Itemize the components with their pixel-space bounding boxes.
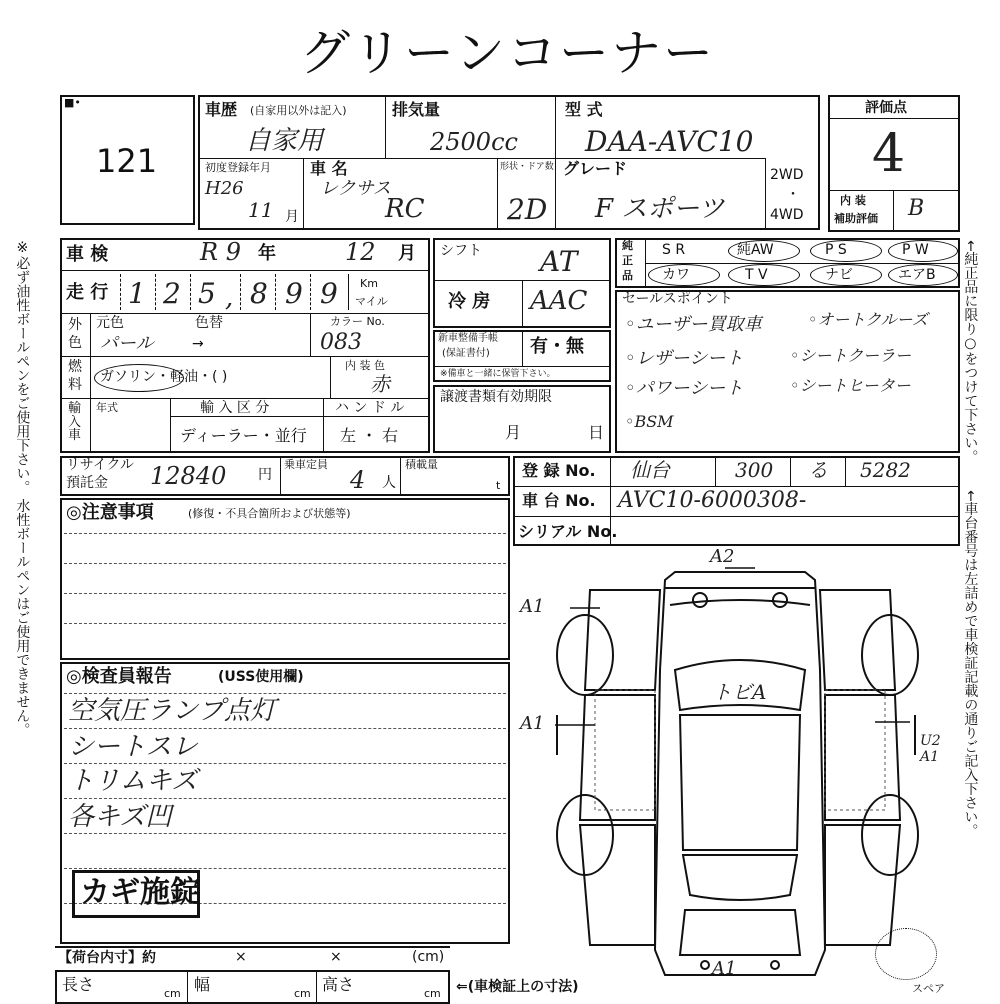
equipment-label-2: 正 — [622, 254, 633, 267]
shaken-label: 車 検 — [66, 244, 109, 265]
equip-pw: P W — [902, 242, 929, 258]
transfer-month: 月 — [505, 423, 522, 442]
inspector-sub: (USS使用欄) — [218, 669, 304, 685]
interior-color-value: 赤 — [370, 372, 390, 396]
serial-label: シリアル No. — [518, 522, 618, 541]
recycle-label-1: リサイクル — [66, 457, 135, 473]
maintenance-value: 有・無 — [530, 336, 584, 357]
diagram-mark-a1-front-left: A1 — [520, 596, 545, 617]
sales-point-6: ◦シートヒーター — [790, 376, 911, 395]
color-code-value: 083 — [320, 330, 362, 355]
cargo-width-unit: cm — [294, 987, 311, 1000]
interior-label-1: 内 装 — [840, 194, 866, 207]
sales-point-4: ◦シートクーラー — [790, 346, 912, 365]
color-code-label: カラー No. — [330, 315, 385, 328]
car-name-value-1: レクサス — [320, 178, 391, 199]
sales-point-2: ◦オートクルーズ — [808, 310, 928, 329]
capacity-unit: 人 — [382, 475, 396, 491]
notes-label: ◎注意事項 — [66, 502, 154, 523]
km-label: Km — [360, 277, 378, 290]
first-reg-era: H26 — [205, 178, 244, 199]
import-type-value: ディーラー・並行 — [180, 426, 307, 445]
doors-label: 形状・ドア数 — [500, 162, 554, 172]
lot-dots: ■• — [64, 96, 81, 109]
cargo-height-label: 高さ — [322, 975, 355, 994]
left-side-note: ※必ず油性ボールペンをご使用下さい。 水性ボールペンはご使用できません。 — [14, 240, 31, 737]
fuel-label-1: 燃 — [68, 359, 82, 375]
equip-ps: P S — [825, 242, 847, 258]
lot-number: 121 — [96, 142, 158, 180]
fuel-label-2: 料 — [68, 377, 82, 393]
grade-value: F スポーツ — [595, 194, 725, 224]
chassis-label: 車 台 No. — [522, 491, 596, 510]
handle-label: ハ ン ド ル — [335, 400, 405, 416]
history-note: (自家用以外は記入) — [250, 104, 347, 117]
original-color-value: パール — [100, 333, 154, 354]
outer-color-label-1: 外 — [68, 317, 82, 333]
diagram-mark-a1-rear: A1 — [712, 958, 737, 979]
history-label: 車歴 — [205, 100, 238, 119]
capacity-label: 乗車定員 — [284, 458, 328, 471]
key-lock-stamp-text: カギ施錠 — [80, 875, 200, 910]
mileage-digit-3: 5 — [198, 277, 216, 310]
shaken-era: R 9 — [200, 238, 241, 266]
doors-value: 2D — [507, 193, 548, 226]
cargo-label: 【荷台内寸】約 — [58, 950, 156, 966]
car-damage-diagram — [515, 546, 960, 990]
ac-value: AAC — [530, 286, 588, 316]
inspector-line-3: トリムキズ — [68, 766, 198, 796]
sales-point-7: ◦BSM — [625, 412, 674, 431]
ac-label: 冷 房 — [448, 291, 491, 312]
cargo-x1: × — [235, 949, 247, 965]
diagram-mark-a1-side-right: A1 — [920, 749, 940, 765]
diagram-mark-a2: A2 — [710, 546, 735, 567]
right-side-note-chassis: ←車台番号は左詰めで車検証記載の通りご記入下さい。 — [962, 490, 979, 838]
drive-4wd: 4WD — [770, 207, 804, 223]
equip-navi: ナビ — [825, 267, 853, 283]
capacity-value: 4 — [350, 466, 366, 494]
shaken-month-unit: 月 — [398, 243, 416, 264]
mileage-sep: , — [225, 283, 234, 313]
mileage-digit-5: 9 — [285, 277, 303, 310]
shaken-month: 12 — [345, 238, 376, 266]
diagram-mark-u2: U2 — [920, 733, 941, 749]
mileage-digit-4: 8 — [250, 277, 268, 310]
transfer-day: 日 — [588, 423, 605, 442]
fuel-options: ガソリン・軽油・( ) — [100, 369, 228, 385]
sales-point-label: セールスポイント — [622, 291, 733, 307]
first-reg-month-unit: 月 — [285, 209, 299, 225]
history-value: 自家用 — [245, 126, 324, 156]
score-label: 評価点 — [865, 100, 907, 116]
mileage-digit-2: 2 — [163, 277, 181, 310]
original-color-label: 元色 — [96, 315, 124, 331]
displacement-value: 2500cc — [430, 128, 518, 156]
sales-point-3: ◦レザーシート — [625, 348, 744, 369]
equipment-label-3: 品 — [622, 269, 633, 282]
recycle-value: 12840 — [150, 462, 227, 490]
shift-label: シフト — [440, 243, 482, 259]
sales-point-1: ◦ユーザー買取車 — [625, 314, 762, 335]
reg-area: 仙台 — [630, 458, 670, 482]
cargo-width-label: 幅 — [194, 975, 211, 994]
equip-tv: T V — [745, 267, 768, 283]
grade-label: グレード — [563, 159, 628, 178]
equipment-label-1: 純 — [622, 239, 633, 252]
inspector-line-4: 各キズ凹 — [68, 802, 172, 832]
reg-kana: る — [808, 458, 828, 482]
import-year-label: 年式 — [96, 401, 118, 414]
shaken-year-unit: 年 — [258, 243, 276, 264]
equip-sr: S R — [662, 242, 686, 258]
mileage-label: 走 行 — [66, 282, 109, 303]
page-title: グリーンコーナー — [300, 24, 715, 82]
import-type-label: 輸 入 区 分 — [200, 400, 270, 416]
cargo-height-unit: cm — [424, 987, 441, 1000]
interior-color-label: 内 装 色 — [345, 359, 385, 372]
model-value: DAA-AVC10 — [585, 125, 754, 158]
color-arrow: → — [192, 336, 204, 352]
maintenance-label-2: (保証書付) — [442, 348, 490, 359]
cargo-length-unit: cm — [164, 987, 181, 1000]
drive-dot: ・ — [786, 187, 800, 203]
outer-color-label-2: 色 — [68, 335, 82, 351]
reg-number: 5282 — [860, 458, 911, 482]
recycle-unit: 円 — [258, 467, 272, 483]
inspector-line-1: 空気圧ランプ点灯 — [68, 696, 277, 726]
diagram-mark-tobi-a: トビA — [712, 680, 767, 704]
inspector-line-2: シートスレ — [68, 732, 198, 762]
cargo-dims-box — [55, 970, 450, 1004]
car-name-value-2: RC — [385, 194, 425, 224]
spare-label: スペア — [912, 982, 945, 995]
displacement-label: 排気量 — [392, 100, 441, 119]
transfer-label: 譲渡書類有効期限 — [440, 389, 552, 405]
first-reg-month: 11 — [248, 198, 274, 222]
maintenance-note: ※備車と一緒に保管下さい。 — [440, 369, 556, 379]
sales-point-5: ◦パワーシート — [625, 378, 744, 399]
reg-label: 登 録 No. — [522, 461, 596, 480]
mileage-digit-6: 9 — [320, 277, 338, 310]
score-value: 4 — [872, 124, 906, 184]
cargo-x2: × — [330, 949, 342, 965]
car-name-label: 車 名 — [310, 159, 348, 178]
maintenance-label-1: 新車整備手帳 — [438, 333, 498, 344]
import-label: 輸入車 — [68, 401, 82, 444]
load-label: 積載量 — [405, 458, 438, 471]
equip-leather: カワ — [662, 267, 690, 283]
equip-airbag: エアB — [898, 267, 936, 283]
handle-value: 左 ・ 右 — [340, 426, 399, 445]
cargo-length-label: 長さ — [62, 975, 95, 994]
cargo-note: ⇐(車検証上の寸法) — [456, 979, 579, 995]
repaint-color-label: 色替 — [195, 315, 223, 331]
model-label: 型 式 — [565, 100, 603, 119]
drive-2wd: 2WD — [770, 167, 804, 183]
equip-aw: 純AW — [737, 242, 774, 258]
reg-class: 300 — [735, 458, 774, 482]
mileage-digit-1: 1 — [128, 277, 146, 310]
shift-value: AT — [540, 245, 578, 278]
spare-tire-circle — [875, 928, 937, 980]
notes-sub: (修復・不具合箇所および状態等) — [188, 507, 351, 520]
inspector-label: ◎検査員報告 — [66, 666, 172, 687]
cargo-unit: (cm) — [412, 949, 445, 965]
recycle-label-2: 預託金 — [66, 475, 108, 491]
mile-label: マイル — [355, 295, 388, 308]
right-side-note-equipment: ←純正品に限り○をつけて下さい。 — [962, 240, 979, 464]
first-reg-label: 初度登録年月 — [205, 161, 271, 174]
diagram-mark-a1-side-left: A1 — [520, 713, 545, 734]
interior-label-2: 補助評価 — [834, 212, 878, 225]
interior-value: B — [908, 196, 925, 221]
chassis-value: AVC10-6000308- — [618, 488, 807, 513]
load-unit: t — [496, 479, 501, 492]
